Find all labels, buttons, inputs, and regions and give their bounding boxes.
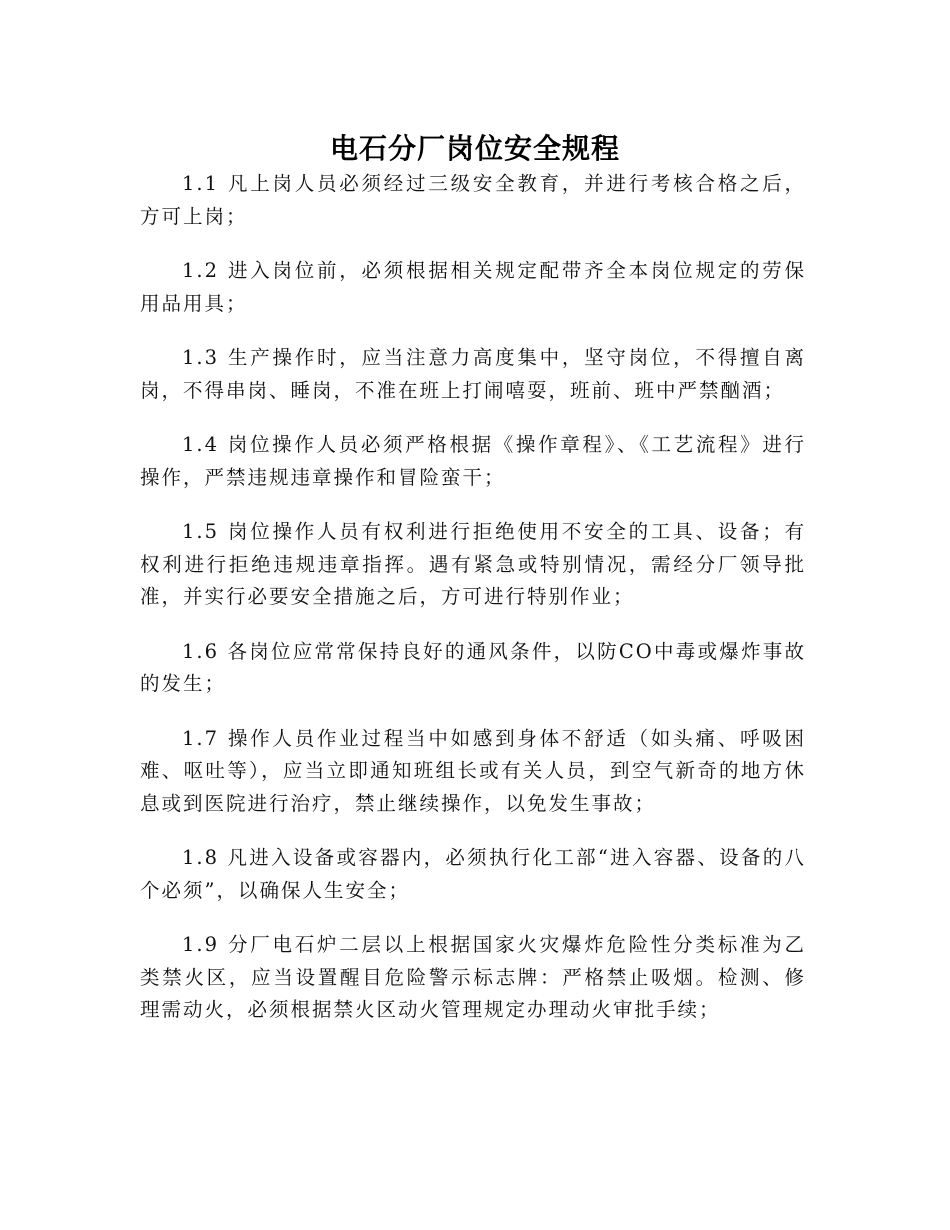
paragraph-1-4: 1.4 岗位操作人员必须严格根据《操作章程》、《工艺流程》进行操作，严禁违规违章操作和冒险蛮干； <box>140 433 806 489</box>
paragraph-1-2: 1.2 进入岗位前，必须根据相关规定配带齐全本岗位规定的劳保用品用具； <box>140 259 806 315</box>
paragraph-1-6: 1.6 各岗位应常常保持良好的通风条件，以防CO中毒或爆炸事故的发生； <box>140 639 806 695</box>
paragraph-1-8: 1.8 凡进入设备或容器内，必须执行化工部“进入容器、设备的八个必须”，以确保人生安全； <box>140 846 806 902</box>
paragraph-1-3: 1.3 生产操作时，应当注意力高度集中，坚守岗位，不得擅自离岗，不得串岗、睡岗，不准在班上打闹嘻耍，班前、班中严禁酗酒； <box>140 346 806 402</box>
paragraph-1-1: 1.1 凡上岗人员必须经过三级安全教育，并进行考核合格之后，方可上岗； <box>140 172 806 228</box>
paragraph-1-7: 1.7 操作人员作业过程当中如感到身体不舒适（如头痛、呼吸困难、呕吐等），应当立即通知班组长或有关人员，到空气新奇的地方休息或到医院进行治疗，禁止继续操作，以免发生事故； <box>140 726 806 815</box>
document-title: 电石分厂岗位安全规程 <box>329 131 620 165</box>
paragraph-1-5: 1.5 岗位操作人员有权利进行拒绝使用不安全的工具、设备；有权利进行拒绝违规违章指挥。遇有紧急或特别情况，需经分厂领导批准，并实行必要安全措施之后，方可进行特别作业； <box>140 520 806 608</box>
paragraph-1-9: 1.9 分厂电石炉二层以上根据国家火灾爆炸危险性分类标准为乙类禁火区，应当设置醒目危险警示标志牌：严格禁止吸烟。检测、修理需动火，必须根据禁火区动火管理规定办理动火审批手续； <box>140 933 806 1021</box>
document-body <box>140 168 806 1049</box>
